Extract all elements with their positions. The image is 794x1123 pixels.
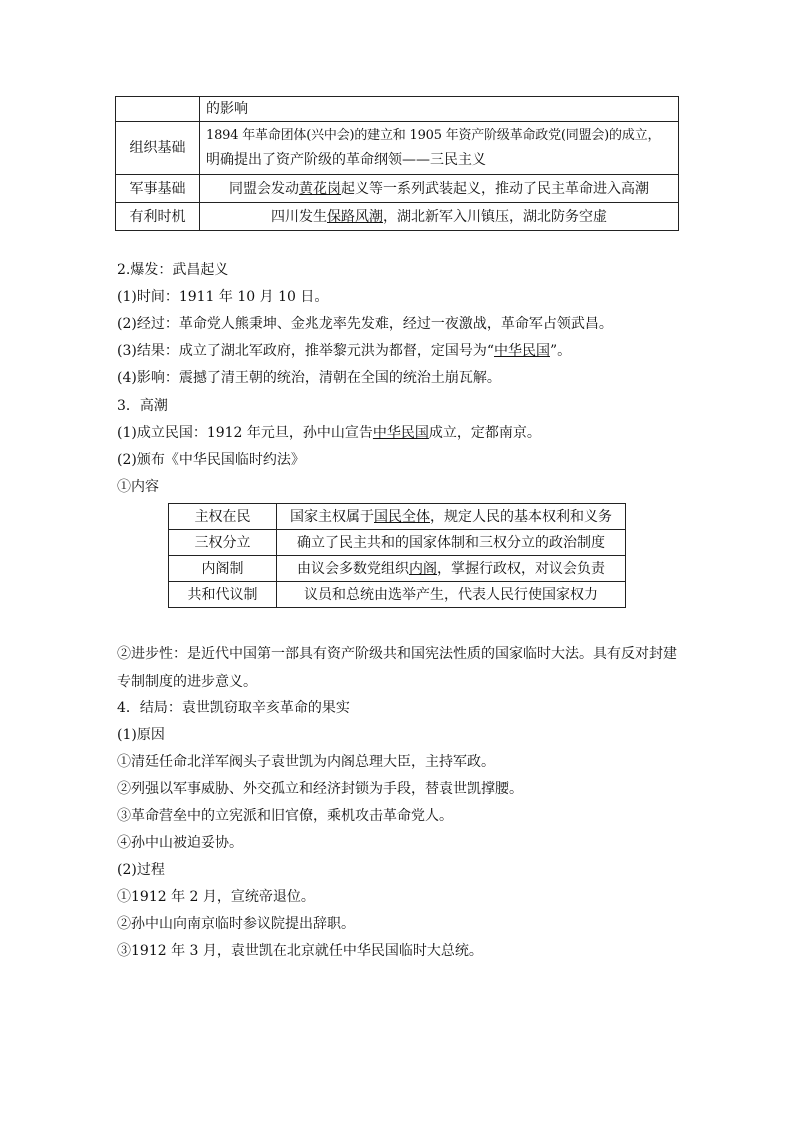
paragraph: ②进步性：是近代中国第一部具有资产阶级共和国宪法性质的国家临时大法。具有反对封建专制制度的进步意义。 <box>117 646 677 690</box>
text-pre: (3)结果：成立了湖北军政府，推举黎元洪为都督，定国号为“ <box>117 343 494 359</box>
underlined-term: 中华民国 <box>372 425 429 441</box>
table-cell-text <box>200 122 679 175</box>
paragraph: ②孙中山向南京临时参议院提出辞职。 <box>117 916 355 932</box>
table-row <box>169 504 626 530</box>
paragraph <box>117 341 571 361</box>
constitution-content-table <box>168 503 626 608</box>
table-row <box>116 122 679 175</box>
section-heading: 4．结局：袁世凯窃取辛亥革命的果实 <box>117 700 350 716</box>
table-cell-text <box>200 175 679 203</box>
text-post: ，掌握行政权，对议会负责 <box>437 560 605 577</box>
table-cell-label: 内阁制 <box>169 556 277 582</box>
paragraph: (2)颁布《中华民国临时约法》 <box>117 452 305 468</box>
table-cell-label: 三权分立 <box>169 530 277 556</box>
text-pre: 同盟会发动 <box>229 180 299 197</box>
paragraph: ①内容 <box>117 479 159 495</box>
underlined-term: 黄花岗 <box>299 180 341 197</box>
paragraph: ③1912 年 3 月，袁世凯在北京就任中华民国临时大总统。 <box>117 943 483 959</box>
table-cell-text <box>277 582 626 608</box>
paragraph: (2)经过：革命党人熊秉坤、金兆龙率先发难，经过一夜激战，革命军占领武昌。 <box>117 316 613 332</box>
table-cell-label: 军事基础 <box>116 175 200 203</box>
table-cell-text <box>277 504 626 530</box>
background-table <box>115 96 679 231</box>
table-row <box>116 203 679 231</box>
section-heading: 2.爆发：武昌起义 <box>117 262 229 278</box>
paragraph: ④孙中山被迫妥协。 <box>117 835 243 851</box>
table-row <box>116 175 679 203</box>
text-post: ”。 <box>550 343 572 359</box>
text-post: 起义等一系列武装起义，推动了民主革命进入高潮 <box>341 180 649 197</box>
text-pre: (1)成立民国：1912 年元旦，孙中山宣告 <box>117 425 373 441</box>
paragraph: (1)时间：1911 年 10 月 10 日。 <box>117 289 329 305</box>
table-cell-label: 主权在民 <box>169 504 277 530</box>
table-cell-text: 的影响 <box>200 97 679 122</box>
paragraph <box>117 423 541 443</box>
paragraph: (4)影响：震撼了清王朝的统治，清朝在全国的统治土崩瓦解。 <box>117 370 501 386</box>
table-cell-text <box>277 530 626 556</box>
table-row <box>169 556 626 582</box>
text-line: 明确提出了资产阶级的革命纲领——三民主义 <box>206 152 486 168</box>
table-cell-label: 有利时机 <box>116 203 200 231</box>
paragraph: (1)原因 <box>117 727 165 743</box>
text-post: 成立，定都南京。 <box>428 425 541 441</box>
section-heading: 3．高潮 <box>117 398 168 414</box>
text-pre: 四川发生 <box>271 208 327 225</box>
table-row <box>169 530 626 556</box>
text-pre: 议员和总统由选举产生，代表人民行使国家权力 <box>304 586 598 603</box>
table-row <box>169 582 626 608</box>
paragraph: ③革命营垒中的立宪派和旧官僚，乘机攻击革命党人。 <box>117 808 453 824</box>
table-cell-label <box>116 97 200 122</box>
text-pre: 国家主权属于 <box>290 508 374 525</box>
underlined-term: 国民全体 <box>374 508 430 525</box>
paragraph: ②列强以军事威胁、外交孤立和经济封锁为手段，替袁世凯撑腰。 <box>117 781 523 797</box>
paragraph: ①1912 年 2 月，宣统帝退位。 <box>117 889 315 905</box>
text-post: ，规定人民的基本权利和义务 <box>430 508 612 525</box>
text-pre: 确立了民主共和的国家体制和三权分立的政治制度 <box>297 534 605 551</box>
table-cell-label: 共和代议制 <box>169 582 277 608</box>
paragraph: (2)过程 <box>117 862 165 878</box>
underlined-term: 内阁 <box>409 560 437 577</box>
table-cell-text <box>277 556 626 582</box>
text-pre: 由议会多数党组织 <box>297 560 409 577</box>
table-cell-label: 组织基础 <box>116 122 200 175</box>
text-line: 1894 年革命团体(兴中会)的建立和 1905 年资产阶级革命政党(同盟会)的成立， <box>206 128 661 143</box>
underlined-term: 中华民国 <box>494 343 550 359</box>
underlined-term: 保路风潮 <box>327 208 383 225</box>
text-post: ，湖北新军入川镇压，湖北防务空虚 <box>383 208 607 225</box>
paragraph: ①清廷任命北洋军阀头子袁世凯为内阁总理大臣，主持军政。 <box>117 754 495 770</box>
table-cell-text <box>200 203 679 231</box>
table-row <box>116 97 679 122</box>
